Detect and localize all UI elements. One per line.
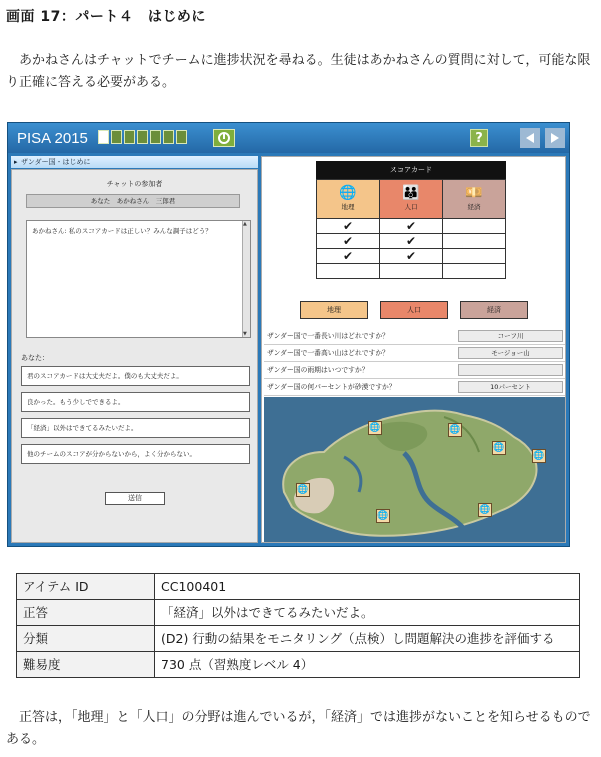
- scorecard-row: [316, 249, 506, 264]
- check-icon: ✔: [317, 249, 380, 263]
- question-list: [264, 328, 565, 396]
- item-info-table: [16, 573, 580, 678]
- answer-field[interactable]: モージョー山: [458, 347, 563, 359]
- table-value: CC100401: [155, 574, 580, 600]
- question-text: ザンダー国の何パーセントが砂漠ですか？: [267, 383, 396, 391]
- prev-arrow-icon[interactable]: [520, 128, 540, 148]
- check-icon: ✔: [317, 219, 380, 233]
- top-bar: [8, 123, 569, 153]
- scorecard: [316, 161, 506, 279]
- globe-pin-icon[interactable]: 🌐: [533, 451, 545, 461]
- scorecard-col-pop: [380, 180, 443, 218]
- table-row: [17, 600, 580, 626]
- globe-pin-icon[interactable]: 🌐: [493, 443, 505, 453]
- answer-field[interactable]: [458, 364, 563, 376]
- table-key: 難易度: [17, 652, 155, 678]
- question-row: [264, 379, 565, 396]
- island-map-graphic: [264, 397, 565, 542]
- progress-step: [137, 130, 148, 144]
- scorecard-row: [316, 219, 506, 234]
- table-row: [17, 652, 580, 678]
- question-row: [264, 362, 565, 379]
- info-panel: [261, 156, 566, 543]
- chat-message: あかねさん: 私のスコアカードは正しい？みんな調子はどう？: [32, 227, 212, 235]
- tab-geography[interactable]: 地理: [300, 301, 368, 319]
- intro-paragraph: あかねさんはチャットでチームに進捗状況を尋ねる。生徒はあかねさんの質問に対して，可能な限り正確に答える必要がある。: [6, 53, 591, 90]
- chat-heading: チャットの参加者: [106, 180, 163, 188]
- zanda-map: [264, 397, 565, 542]
- people-icon: 👪: [402, 185, 420, 201]
- check-icon: ✔: [380, 219, 443, 233]
- tab-economy[interactable]: 経済: [460, 301, 528, 319]
- empty-cell: [443, 264, 505, 278]
- money-icon: 💴: [465, 185, 483, 201]
- page-title: 画面 17：パート４ はじめに: [6, 9, 206, 25]
- table-row: [17, 574, 580, 600]
- empty-cell: [380, 264, 443, 278]
- progress-step: [124, 130, 135, 144]
- question-row: [264, 328, 565, 345]
- progress-step: [176, 130, 187, 144]
- col-label: 経済: [467, 203, 481, 211]
- progress-step: [98, 130, 109, 144]
- scorecard-row: [316, 264, 506, 279]
- table-key: 正答: [17, 600, 155, 626]
- participants-list: あなた あかねさん 三郎君: [26, 194, 240, 208]
- progress-step: [111, 130, 122, 144]
- empty-cell: [443, 234, 505, 248]
- send-button[interactable]: 送信: [105, 492, 165, 505]
- table-key: 分類: [17, 626, 155, 652]
- globe-pin-icon[interactable]: 🌐: [297, 485, 309, 495]
- globe-pin-icon[interactable]: 🌐: [479, 505, 491, 515]
- timer-icon[interactable]: [213, 129, 235, 147]
- scorecard-title: スコアカード: [316, 161, 506, 179]
- scorecard-row: [316, 234, 506, 249]
- help-button[interactable]: ?: [470, 129, 488, 147]
- check-icon: ✔: [380, 249, 443, 263]
- globe-icon: 🌐: [339, 185, 357, 201]
- progress-bar: [98, 130, 187, 144]
- reply-option[interactable]: 君のスコアカードは大丈夫だよ。僕のも大丈夫だよ。: [21, 366, 250, 386]
- question-text: ザンダー国で一番高い山はどれですか？: [267, 349, 389, 357]
- globe-pin-icon[interactable]: 🌐: [369, 423, 381, 433]
- table-row: [17, 626, 580, 652]
- tab-population[interactable]: 人口: [380, 301, 448, 319]
- breadcrumb[interactable]: ▸ ザンダー国 - はじめに: [11, 156, 258, 168]
- question-row: [264, 345, 565, 362]
- progress-step: [163, 130, 174, 144]
- reply-option[interactable]: 他のチームのスコアが分からないから，よく分からない。: [21, 444, 250, 464]
- empty-cell: [443, 219, 505, 233]
- next-arrow-icon[interactable]: [545, 128, 565, 148]
- col-label: 人口: [404, 203, 418, 211]
- globe-pin-icon[interactable]: 🌐: [449, 425, 461, 435]
- table-value: 730 点（習熟度レベル 4）: [155, 652, 580, 678]
- closing-paragraph: 正答は，「地理」と「人口」の分野は進んでいるが，「経済」では進捗がないことを知らせるものである。: [6, 710, 591, 747]
- reply-option[interactable]: 「経済」以外はできてるみたいだよ。: [21, 418, 250, 438]
- you-label: あなた：: [21, 354, 49, 362]
- table-key: アイテム ID: [17, 574, 155, 600]
- question-text: ザンダー国の雨期はいつですか？: [267, 366, 369, 374]
- reply-option[interactable]: 良かった。もう少しでできるよ。: [21, 392, 250, 412]
- category-tabs: [300, 301, 528, 319]
- check-icon: ✔: [317, 234, 380, 248]
- empty-cell: [317, 264, 380, 278]
- table-value: (D2) 行動の結果をモニタリング（点検）し問題解決の進捗を評価する: [155, 626, 580, 652]
- table-value: 「経済」以外はできてるみたいだよ。: [155, 600, 580, 626]
- question-text: ザンダー国で一番長い川はどれですか？: [267, 332, 389, 340]
- answer-field[interactable]: 10パーセント: [458, 381, 563, 393]
- chat-scrollbar[interactable]: [242, 221, 250, 337]
- task-screenshot: [7, 122, 570, 547]
- scorecard-col-eco: [443, 180, 505, 218]
- chat-panel: [11, 169, 258, 543]
- progress-step: [150, 130, 161, 144]
- globe-pin-icon[interactable]: 🌐: [377, 511, 389, 521]
- answer-field[interactable]: コーフ川: [458, 330, 563, 342]
- scorecard-col-geo: [317, 180, 380, 218]
- check-icon: ✔: [380, 234, 443, 248]
- chat-log: [26, 220, 251, 338]
- brand-label: PISA 2015: [17, 130, 88, 147]
- col-label: 地理: [341, 203, 355, 211]
- empty-cell: [443, 249, 505, 263]
